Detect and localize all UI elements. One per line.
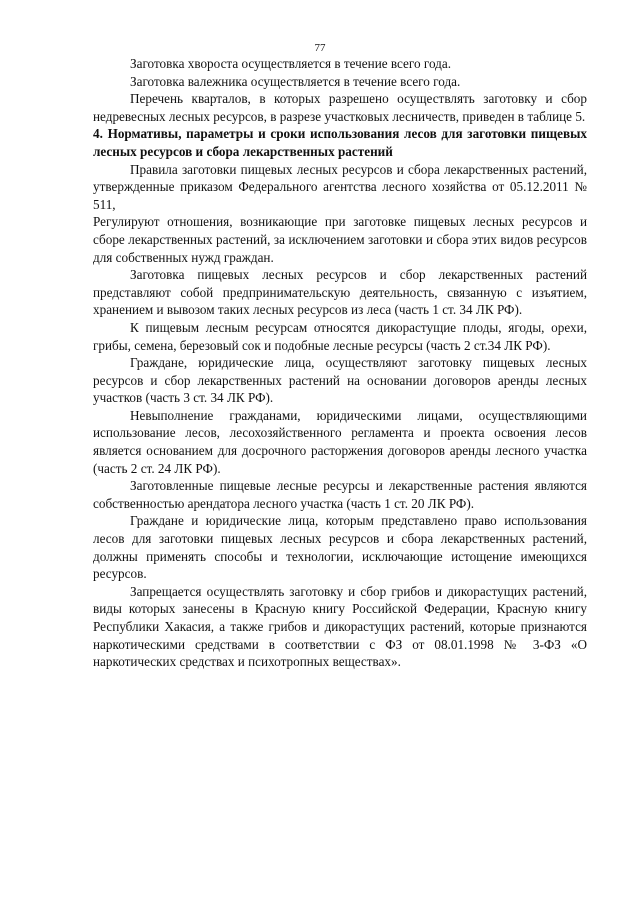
- paragraph-methods: Граждане и юридические лица, которым представлено право использования лесов для заготовки пищевых лесных ресурсов и сбора лекарственных растений, должны применять способы и технологии, исключающие истощение имеющихся ресурсов.: [93, 513, 587, 582]
- paragraph-harvesting-activity: Заготовка пищевых лесных ресурсов и сбор лекарственных растений представляют собой предпринимательскую деятельность, связанную с изъятием, хранением и вывозом таких лесных ресурсов из леса (часть 1 ст. 34 ЛК РФ).: [93, 267, 587, 318]
- paragraph-brushwood: Заготовка хвороста осуществляется в течение всего года.: [130, 56, 452, 71]
- paragraph-regulate: Регулируют отношения, возникающие при заготовке пищевых лесных ресурсов и сборе лекарственных растений, за исключением заготовки и сбора этих видов ресурсов для собственных нужд граждан.: [93, 214, 587, 265]
- paragraph-prohibition: Запрещается осуществлять заготовку и сбор грибов и дикорастущих растений, виды которых занесены в Красную книгу Российской Федерации, Красную книгу Республики Хакасия, а также грибов и дикорастущих растений, которые признаются наркотическими средствами в соответствии с ФЗ от 08.01.1998 № 3-ФЗ «О наркотических средствах и психотропных веществах».: [93, 583, 587, 670]
- paragraph-food-resources: К пищевым лесным ресурсам относятся дикорастущие плоды, ягоды, орехи, грибы, семена, березовый сок и подобные лесные ресурсы (часть 2 ст.34 ЛК РФ).: [93, 319, 587, 353]
- paragraph-rules: Правила заготовки пищевых лесных ресурсов и сбора лекарственных растений, утвержденные приказом Федерального агентства лесного хозяйства от 05.12.2011 № 511,: [93, 161, 587, 212]
- paragraph-quarters-list: Перечень кварталов, в которых разрешено осуществлять заготовку и сбор недревесных лесных ресурсов, в разрезе участковых лесничеств, приведен в таблице 5.: [93, 91, 587, 124]
- paragraph-ownership: Заготовленные пищевые лесные ресурсы и лекарственные растения являются собственностью арендатора лесного участка (часть 1 ст. 20 ЛК РФ).: [93, 478, 587, 511]
- page-content: [93, 55, 587, 671]
- paragraph-non-compliance: Невыполнение гражданами, юридическими лицами, осуществляющими использование лесов, лесохозяйственного регламента и проекта освоения лесов является основанием для досрочного расторжения договоров аренды лесного участка (часть 2 ст. 24 ЛК РФ).: [93, 407, 587, 476]
- paragraph-deadwood: Заготовка валежника осуществляется в течение всего года.: [130, 73, 461, 89]
- section-heading: 4. Нормативы, параметры и сроки использования лесов для заготовки пищевых лесных ресурсов и сбора лекарственных растений: [93, 126, 587, 159]
- page-number: 77: [314, 42, 326, 54]
- paragraph-lease-basis: Граждане, юридические лица, осуществляют заготовку пищевых лесных ресурсов и сбор лекарственных растений на основании договоров аренды лесных участков (часть 3 ст. 34 ЛК РФ).: [93, 355, 587, 406]
